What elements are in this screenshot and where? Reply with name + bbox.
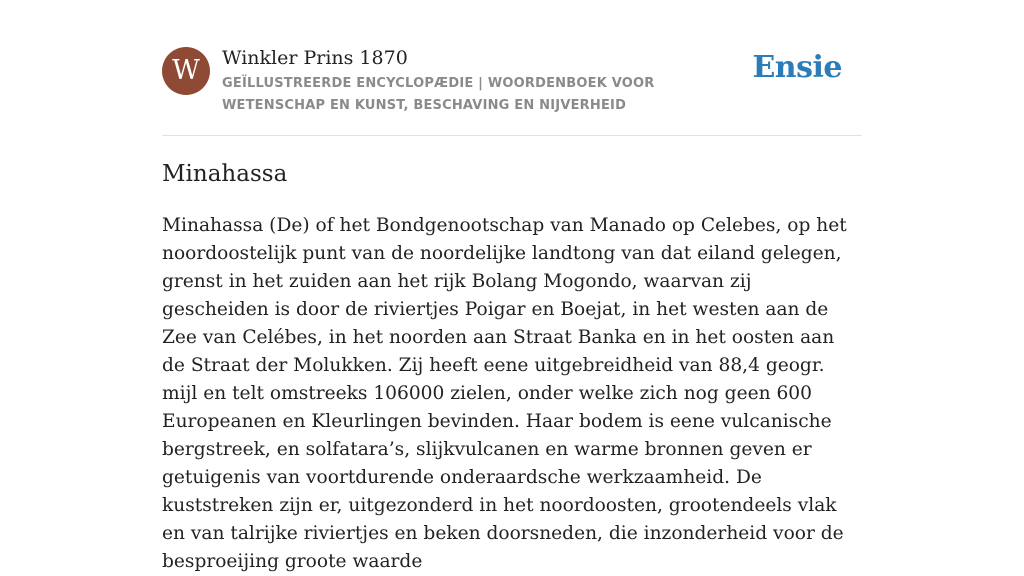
entry-body: Minahassa (De) of het Bondgenootschap van Manado op Celebes, op het noordoostelijk punt van de noordelijke landtong van dat eiland gelegen, grenst in het zuiden aan het rijk Bolang Mogondo, waarvan zij gescheiden is door de riviertjes Poigar en Boejat, in het westen aan de Zee van Celébes, in het noorden aan Straat Banka en in het oosten aan de Straat der Molukken. Zij heeft eene uitgebreidheid van 88,4 geogr. mijl en telt omstreeks 106000 zielen, onder welke zich nog geen 600 Europeanen en Kleurlingen bevinden. Haar bodem is eene vulcanische bergstreek, en solfatara’s, slijkvulcanen en warme bronnen geven er getuigenis van voortdurende onderaardsche werkzaamheid. De kuststreken zijn er, uitgezonderd in het noordoosten, grootendeels vlak en van talrijke riviertjes en beken doorsneden, die inzonderheid voor de besproeijing groote waarde [162,215,847,572]
source-info [222,44,752,117]
source-avatar[interactable]: W [162,47,210,95]
source-subtitle: GEÏLLUSTREERDE ENCYCLOPÆDIE | WOORDENBOEK VOOR WETENSCHAP EN KUNST, BESCHAVING EN NIJVERHEID [222,76,655,113]
ensie-logo[interactable]: Ensie [752,50,842,85]
header-divider [162,135,862,136]
source-title-link[interactable]: Winkler Prins 1870 [222,47,408,69]
source-header [162,44,862,136]
entry-title: Minahassa [162,161,288,187]
